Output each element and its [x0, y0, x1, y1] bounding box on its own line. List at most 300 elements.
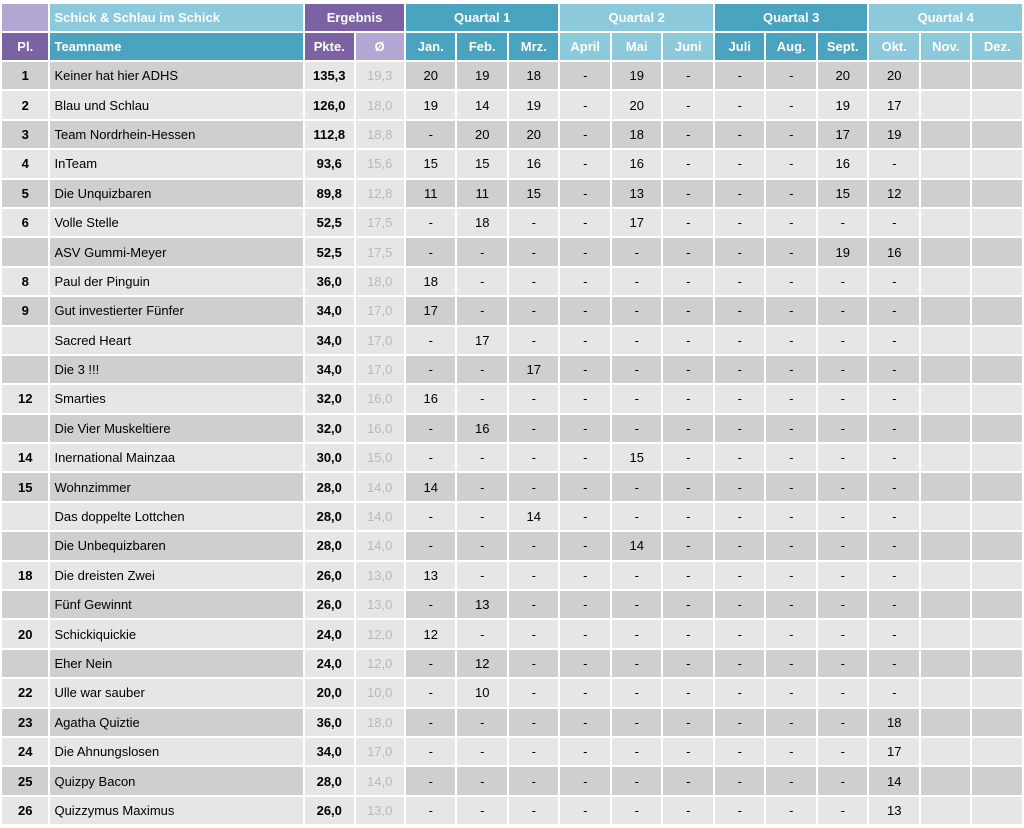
- place-cell: 15: [2, 473, 48, 500]
- month-score-cell: 14: [457, 91, 507, 118]
- month-score-cell: [972, 180, 1022, 207]
- month-score-cell: [972, 62, 1022, 89]
- month-score-cell: -: [715, 473, 765, 500]
- month-score-cell: -: [766, 738, 816, 765]
- month-score-cell: 19: [818, 238, 868, 265]
- month-score-cell: 16: [509, 150, 559, 177]
- month-score-cell: 15: [457, 150, 507, 177]
- month-score-cell: [921, 327, 971, 354]
- month-score-cell: [921, 503, 971, 530]
- points-cell: 34,0: [305, 327, 353, 354]
- month-score-cell: -: [663, 415, 713, 442]
- team-name-cell: InTeam: [50, 150, 303, 177]
- month-score-cell: 13: [869, 797, 919, 824]
- col-header-month: Mrz.: [509, 33, 559, 60]
- month-score-cell: -: [560, 679, 610, 706]
- month-score-cell: -: [560, 767, 610, 794]
- month-score-cell: 18: [612, 121, 662, 148]
- table-row: [2, 473, 1022, 500]
- table-row: [2, 327, 1022, 354]
- team-name-cell: Fünf Gewinnt: [50, 591, 303, 618]
- month-score-cell: -: [457, 268, 507, 295]
- month-score-cell: -: [406, 327, 456, 354]
- points-cell: 26,0: [305, 797, 353, 824]
- points-cell: 28,0: [305, 532, 353, 559]
- place-cell: 18: [2, 562, 48, 589]
- month-score-cell: 18: [869, 709, 919, 736]
- col-header-place: Pl.: [2, 33, 48, 60]
- table-row: [2, 385, 1022, 412]
- month-score-cell: -: [818, 532, 868, 559]
- month-score-cell: -: [509, 650, 559, 677]
- month-score-cell: -: [663, 591, 713, 618]
- month-score-cell: [972, 797, 1022, 824]
- place-cell: 24: [2, 738, 48, 765]
- month-score-cell: -: [715, 709, 765, 736]
- col-header-average: Ø: [356, 33, 404, 60]
- month-score-cell: -: [457, 620, 507, 647]
- month-score-cell: -: [509, 327, 559, 354]
- month-score-cell: -: [406, 591, 456, 618]
- points-cell: 52,5: [305, 238, 353, 265]
- month-score-cell: 17: [612, 209, 662, 236]
- month-score-cell: 19: [869, 121, 919, 148]
- place-cell: [2, 650, 48, 677]
- month-score-cell: [972, 562, 1022, 589]
- month-score-cell: 16: [818, 150, 868, 177]
- month-score-cell: -: [457, 503, 507, 530]
- average-cell: 12,8: [356, 180, 404, 207]
- month-score-cell: -: [766, 385, 816, 412]
- month-score-cell: -: [715, 444, 765, 471]
- month-score-cell: -: [560, 121, 610, 148]
- month-score-cell: 20: [457, 121, 507, 148]
- month-score-cell: [921, 709, 971, 736]
- month-score-cell: -: [457, 709, 507, 736]
- month-score-cell: -: [869, 650, 919, 677]
- month-score-cell: -: [612, 297, 662, 324]
- team-name-cell: Team Nordrhein-Hessen: [50, 121, 303, 148]
- month-score-cell: -: [766, 797, 816, 824]
- month-score-cell: -: [457, 738, 507, 765]
- team-name-cell: Die Unbequizbaren: [50, 532, 303, 559]
- month-score-cell: -: [612, 327, 662, 354]
- points-cell: 28,0: [305, 503, 353, 530]
- place-cell: [2, 503, 48, 530]
- month-score-cell: -: [457, 356, 507, 383]
- col-header-team: Teamname: [50, 33, 303, 60]
- month-score-cell: -: [406, 238, 456, 265]
- month-score-cell: 14: [612, 532, 662, 559]
- points-cell: 112,8: [305, 121, 353, 148]
- month-score-cell: 16: [457, 415, 507, 442]
- month-score-cell: 12: [457, 650, 507, 677]
- month-score-cell: -: [663, 679, 713, 706]
- average-cell: 12,0: [356, 620, 404, 647]
- month-score-cell: -: [663, 444, 713, 471]
- month-score-cell: -: [766, 327, 816, 354]
- month-score-cell: -: [560, 473, 610, 500]
- month-score-cell: -: [457, 562, 507, 589]
- month-score-cell: -: [509, 591, 559, 618]
- month-score-cell: 19: [509, 91, 559, 118]
- place-cell: [2, 356, 48, 383]
- month-score-cell: -: [612, 238, 662, 265]
- month-score-cell: -: [612, 709, 662, 736]
- month-score-cell: 18: [406, 268, 456, 295]
- month-score-cell: [921, 209, 971, 236]
- month-score-cell: -: [509, 238, 559, 265]
- month-score-cell: [972, 327, 1022, 354]
- month-score-cell: -: [818, 327, 868, 354]
- points-cell: 26,0: [305, 591, 353, 618]
- month-score-cell: -: [869, 591, 919, 618]
- month-score-cell: -: [869, 356, 919, 383]
- month-score-cell: -: [560, 62, 610, 89]
- average-cell: 17,0: [356, 327, 404, 354]
- month-score-cell: -: [818, 562, 868, 589]
- month-score-cell: -: [457, 797, 507, 824]
- month-score-cell: -: [766, 297, 816, 324]
- table-row: [2, 709, 1022, 736]
- place-cell: 14: [2, 444, 48, 471]
- month-score-cell: [921, 591, 971, 618]
- table-row: [2, 356, 1022, 383]
- average-cell: 12,0: [356, 650, 404, 677]
- month-score-cell: -: [663, 209, 713, 236]
- average-cell: 14,0: [356, 473, 404, 500]
- month-score-cell: -: [715, 121, 765, 148]
- month-score-cell: [972, 415, 1022, 442]
- month-score-cell: -: [715, 532, 765, 559]
- table-row: [2, 738, 1022, 765]
- col-header-month: Mai: [612, 33, 662, 60]
- month-score-cell: [921, 679, 971, 706]
- month-score-cell: -: [818, 650, 868, 677]
- month-score-cell: -: [612, 797, 662, 824]
- month-score-cell: 16: [406, 385, 456, 412]
- month-score-cell: -: [612, 356, 662, 383]
- month-score-cell: -: [818, 356, 868, 383]
- month-score-cell: -: [766, 473, 816, 500]
- col-header-month: Jan.: [406, 33, 456, 60]
- points-cell: 24,0: [305, 650, 353, 677]
- month-score-cell: -: [715, 91, 765, 118]
- team-name-cell: Die dreisten Zwei: [50, 562, 303, 589]
- month-score-cell: -: [818, 503, 868, 530]
- month-score-cell: [921, 180, 971, 207]
- month-score-cell: -: [663, 180, 713, 207]
- average-cell: 18,0: [356, 268, 404, 295]
- month-score-cell: -: [663, 503, 713, 530]
- team-name-cell: Agatha Quiztie: [50, 709, 303, 736]
- month-score-cell: -: [560, 738, 610, 765]
- month-score-cell: -: [406, 738, 456, 765]
- month-score-cell: 19: [457, 62, 507, 89]
- month-score-cell: -: [818, 473, 868, 500]
- header-row-columns: [2, 33, 1022, 60]
- month-score-cell: 18: [509, 62, 559, 89]
- month-score-cell: [921, 238, 971, 265]
- month-score-cell: 14: [869, 767, 919, 794]
- team-name-cell: Die Unquizbaren: [50, 180, 303, 207]
- team-name-cell: Blau und Schlau: [50, 91, 303, 118]
- points-cell: 126,0: [305, 91, 353, 118]
- month-score-cell: -: [560, 268, 610, 295]
- header-row-groups: [2, 4, 1022, 31]
- team-name-cell: Inernational Mainzaa: [50, 444, 303, 471]
- points-cell: 36,0: [305, 709, 353, 736]
- month-score-cell: 20: [869, 62, 919, 89]
- points-cell: 28,0: [305, 767, 353, 794]
- month-score-cell: -: [818, 297, 868, 324]
- month-score-cell: [972, 738, 1022, 765]
- month-score-cell: -: [869, 620, 919, 647]
- month-score-cell: -: [869, 532, 919, 559]
- month-score-cell: -: [663, 91, 713, 118]
- quarter-1-header: Quartal 1: [406, 4, 559, 31]
- month-score-cell: -: [818, 738, 868, 765]
- month-score-cell: 16: [612, 150, 662, 177]
- month-score-cell: [972, 503, 1022, 530]
- month-score-cell: [972, 121, 1022, 148]
- month-score-cell: -: [715, 679, 765, 706]
- month-score-cell: -: [663, 297, 713, 324]
- points-cell: 20,0: [305, 679, 353, 706]
- table-row: [2, 532, 1022, 559]
- month-score-cell: [972, 650, 1022, 677]
- month-score-cell: 20: [406, 62, 456, 89]
- month-score-cell: -: [715, 415, 765, 442]
- month-score-cell: -: [869, 562, 919, 589]
- average-cell: 17,5: [356, 238, 404, 265]
- month-score-cell: [972, 591, 1022, 618]
- month-score-cell: 19: [612, 62, 662, 89]
- month-score-cell: -: [560, 503, 610, 530]
- team-name-cell: Schickiquickie: [50, 620, 303, 647]
- table-row: [2, 767, 1022, 794]
- month-score-cell: [972, 356, 1022, 383]
- table-row: [2, 562, 1022, 589]
- month-score-cell: -: [715, 591, 765, 618]
- month-score-cell: -: [560, 150, 610, 177]
- month-score-cell: -: [406, 415, 456, 442]
- month-score-cell: [921, 91, 971, 118]
- month-score-cell: -: [715, 650, 765, 677]
- month-score-cell: -: [818, 415, 868, 442]
- place-cell: 3: [2, 121, 48, 148]
- month-score-cell: [921, 620, 971, 647]
- month-score-cell: -: [560, 415, 610, 442]
- table-row: [2, 91, 1022, 118]
- month-score-cell: -: [818, 797, 868, 824]
- month-score-cell: 17: [869, 91, 919, 118]
- table-row: [2, 268, 1022, 295]
- quarter-4-header: Quartal 4: [869, 4, 1022, 31]
- points-cell: 93,6: [305, 150, 353, 177]
- points-cell: 32,0: [305, 415, 353, 442]
- month-score-cell: -: [612, 738, 662, 765]
- average-cell: 14,0: [356, 503, 404, 530]
- month-score-cell: -: [663, 385, 713, 412]
- month-score-cell: -: [612, 415, 662, 442]
- month-score-cell: 15: [612, 444, 662, 471]
- month-score-cell: [972, 238, 1022, 265]
- month-score-cell: -: [612, 385, 662, 412]
- points-cell: 36,0: [305, 268, 353, 295]
- month-score-cell: -: [612, 650, 662, 677]
- month-score-cell: -: [818, 620, 868, 647]
- month-score-cell: 13: [406, 562, 456, 589]
- month-score-cell: 15: [509, 180, 559, 207]
- month-score-cell: -: [509, 797, 559, 824]
- table-row: [2, 503, 1022, 530]
- average-cell: 10,0: [356, 679, 404, 706]
- place-cell: 1: [2, 62, 48, 89]
- month-score-cell: -: [869, 209, 919, 236]
- month-score-cell: -: [766, 238, 816, 265]
- month-score-cell: -: [663, 121, 713, 148]
- month-score-cell: [921, 738, 971, 765]
- month-score-cell: -: [663, 620, 713, 647]
- month-score-cell: -: [509, 767, 559, 794]
- points-cell: 52,5: [305, 209, 353, 236]
- month-score-cell: 17: [457, 327, 507, 354]
- month-score-cell: 10: [457, 679, 507, 706]
- col-header-month: April: [560, 33, 610, 60]
- month-score-cell: 15: [406, 150, 456, 177]
- month-score-cell: -: [406, 356, 456, 383]
- place-cell: 5: [2, 180, 48, 207]
- month-score-cell: -: [406, 209, 456, 236]
- team-name-cell: Ulle war sauber: [50, 679, 303, 706]
- team-name-cell: Wohnzimmer: [50, 473, 303, 500]
- table-row: [2, 209, 1022, 236]
- month-score-cell: -: [715, 62, 765, 89]
- month-score-cell: -: [869, 150, 919, 177]
- month-score-cell: 13: [457, 591, 507, 618]
- month-score-cell: -: [457, 385, 507, 412]
- month-score-cell: -: [766, 268, 816, 295]
- month-score-cell: 20: [818, 62, 868, 89]
- month-score-cell: [921, 650, 971, 677]
- col-header-month: Juli: [715, 33, 765, 60]
- month-score-cell: [921, 356, 971, 383]
- team-name-cell: Gut investierter Fünfer: [50, 297, 303, 324]
- team-name-cell: Smarties: [50, 385, 303, 412]
- month-score-cell: [972, 679, 1022, 706]
- month-score-cell: -: [663, 532, 713, 559]
- month-score-cell: 20: [612, 91, 662, 118]
- month-score-cell: [972, 709, 1022, 736]
- col-header-month: Sept.: [818, 33, 868, 60]
- points-cell: 32,0: [305, 385, 353, 412]
- month-score-cell: -: [560, 356, 610, 383]
- place-cell: 12: [2, 385, 48, 412]
- team-name-cell: Die Ahnungslosen: [50, 738, 303, 765]
- col-header-month: Aug.: [766, 33, 816, 60]
- place-cell: [2, 532, 48, 559]
- month-score-cell: -: [663, 473, 713, 500]
- month-score-cell: -: [869, 415, 919, 442]
- team-name-cell: Paul der Pinguin: [50, 268, 303, 295]
- place-cell: 6: [2, 209, 48, 236]
- table-row: [2, 180, 1022, 207]
- month-score-cell: 14: [509, 503, 559, 530]
- month-score-cell: -: [509, 709, 559, 736]
- average-cell: 15,6: [356, 150, 404, 177]
- month-score-cell: [972, 473, 1022, 500]
- month-score-cell: -: [715, 268, 765, 295]
- month-score-cell: -: [612, 503, 662, 530]
- month-score-cell: -: [818, 444, 868, 471]
- average-cell: 15,0: [356, 444, 404, 471]
- average-cell: 14,0: [356, 532, 404, 559]
- month-score-cell: -: [509, 385, 559, 412]
- points-cell: 30,0: [305, 444, 353, 471]
- month-score-cell: -: [663, 356, 713, 383]
- month-score-cell: [921, 62, 971, 89]
- month-score-cell: -: [715, 620, 765, 647]
- month-score-cell: -: [663, 797, 713, 824]
- points-cell: 34,0: [305, 297, 353, 324]
- average-cell: 17,0: [356, 356, 404, 383]
- month-score-cell: -: [509, 473, 559, 500]
- month-score-cell: [921, 473, 971, 500]
- month-score-cell: -: [560, 180, 610, 207]
- quarter-3-header: Quartal 3: [715, 4, 868, 31]
- month-score-cell: -: [869, 385, 919, 412]
- month-score-cell: -: [663, 268, 713, 295]
- team-name-cell: Sacred Heart: [50, 327, 303, 354]
- month-score-cell: 19: [818, 91, 868, 118]
- month-score-cell: -: [766, 591, 816, 618]
- month-score-cell: -: [663, 238, 713, 265]
- team-name-cell: Volle Stelle: [50, 209, 303, 236]
- table-row: [2, 679, 1022, 706]
- month-score-cell: -: [509, 415, 559, 442]
- month-score-cell: [972, 150, 1022, 177]
- month-score-cell: -: [766, 356, 816, 383]
- place-cell: [2, 327, 48, 354]
- points-cell: 24,0: [305, 620, 353, 647]
- month-score-cell: -: [766, 91, 816, 118]
- points-cell: 135,3: [305, 62, 353, 89]
- month-score-cell: -: [560, 444, 610, 471]
- month-score-cell: -: [509, 209, 559, 236]
- month-score-cell: -: [766, 650, 816, 677]
- month-score-cell: [921, 268, 971, 295]
- month-score-cell: -: [509, 679, 559, 706]
- month-score-cell: -: [457, 532, 507, 559]
- month-score-cell: -: [560, 650, 610, 677]
- month-score-cell: 15: [818, 180, 868, 207]
- month-score-cell: -: [818, 385, 868, 412]
- month-score-cell: -: [818, 591, 868, 618]
- place-cell: [2, 238, 48, 265]
- month-score-cell: [972, 385, 1022, 412]
- table-title: Schick & Schlau im Schick: [50, 4, 303, 31]
- table-row: [2, 797, 1022, 824]
- month-score-cell: -: [663, 62, 713, 89]
- month-score-cell: -: [766, 150, 816, 177]
- month-score-cell: -: [818, 268, 868, 295]
- month-score-cell: [921, 150, 971, 177]
- table-row: [2, 444, 1022, 471]
- month-score-cell: -: [663, 562, 713, 589]
- month-score-cell: -: [457, 473, 507, 500]
- month-score-cell: [921, 767, 971, 794]
